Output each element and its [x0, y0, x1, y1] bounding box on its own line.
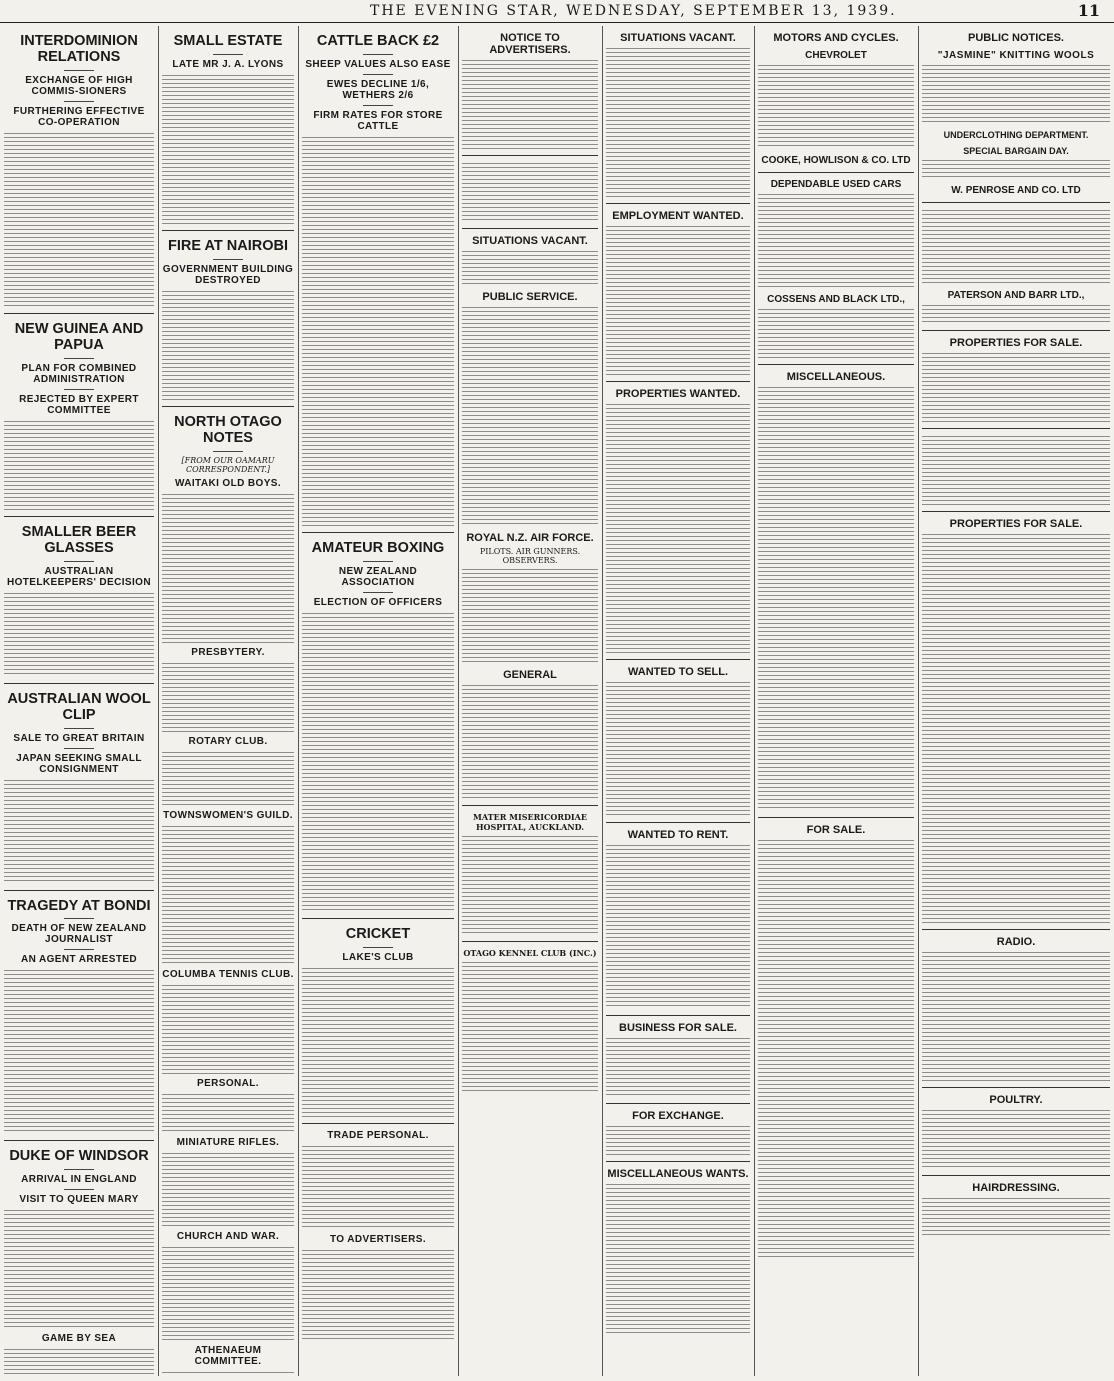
headline: NORTH OTAGO NOTES	[174, 413, 282, 446]
subheadline: GAME BY SEA	[41, 1333, 117, 1345]
notice-text	[462, 568, 598, 663]
subheadline: LATE MR J. A. LYONS	[172, 58, 284, 70]
classified-text	[922, 1197, 1110, 1237]
ad-heading: DEPENDABLE USED CARS	[770, 179, 902, 190]
subheadline: LAKE'S CLUB	[342, 951, 414, 963]
headline: INTERDOMINION RELATIONS	[20, 33, 138, 65]
section-heading: WANTED TO SELL.	[627, 666, 729, 678]
notice-heading: PUBLIC SERVICE.	[482, 291, 578, 303]
section-heading: PUBLIC NOTICES.	[968, 32, 1064, 44]
ad-heading: "JASMINE" KNITTING WOOLS	[937, 50, 1095, 61]
article-text	[4, 420, 154, 510]
section-label: PERSONAL.	[197, 1077, 259, 1089]
ad-text	[922, 304, 1110, 324]
section-heading: PROPERTIES WANTED.	[615, 388, 741, 400]
ad-text	[922, 64, 1110, 124]
subheadline: REJECTED BY EXPERT COMMITTEE	[19, 393, 139, 416]
article-text	[4, 592, 154, 677]
subheadline: FIRM RATES FOR STORE CATTLE	[313, 109, 443, 132]
subheadline: EXCHANGE OF HIGH COMMIS-SIONERS	[25, 74, 133, 97]
column-2	[162, 26, 294, 1376]
ad-text	[922, 159, 1110, 179]
article-text	[162, 825, 294, 965]
classified-text	[606, 225, 750, 375]
section-label: MINIATURE RIFLES.	[176, 1136, 280, 1148]
article-text	[302, 967, 454, 1117]
headline: TRAGEDY AT BONDI	[7, 897, 151, 914]
article-text	[162, 290, 294, 400]
subheadline: FURTHERING EFFECTIVE CO-OPERATION	[13, 105, 145, 128]
notice-heading: NOTICE TO ADVERTISERS.	[489, 32, 571, 56]
article-text	[162, 1246, 294, 1341]
subheadline: AN AGENT ARRESTED	[20, 954, 138, 966]
headline: AMATEUR BOXING	[311, 539, 445, 556]
section-heading: WANTED TO RENT.	[627, 829, 729, 841]
classified-text	[922, 435, 1110, 505]
subheadline: GOVERNMENT BUILDING DESTROYED	[162, 263, 294, 286]
classified-text	[606, 681, 750, 816]
headline: AUSTRALIAN WOOL CLIP	[7, 690, 151, 723]
classified-text	[922, 1109, 1110, 1169]
section-heading: EMPLOYMENT WANTED.	[612, 210, 744, 222]
section-heading: MISCELLANEOUS WANTS.	[607, 1168, 749, 1180]
article-text	[4, 779, 154, 884]
notice-text	[462, 306, 598, 526]
article-text	[162, 74, 294, 224]
section-label: COLUMBA TENNIS CLUB.	[162, 968, 294, 980]
headline: CRICKET	[345, 925, 411, 942]
subheadline: NEW ZEALAND ASSOCIATION	[338, 565, 418, 588]
subheadline: AUSTRALIAN HOTELKEEPERS' DECISION	[7, 565, 151, 588]
section-heading: SITUATIONS VACANT.	[620, 32, 736, 44]
article-text	[4, 969, 154, 1134]
article-text	[4, 1209, 154, 1329]
section-heading: FOR EXCHANGE.	[632, 1110, 724, 1122]
section-heading: FOR SALE.	[806, 824, 866, 836]
classified-text	[922, 533, 1110, 923]
article-text	[302, 612, 454, 912]
newspaper-title: THE EVENING STAR, WEDNESDAY, SEPTEMBER 13, 1939.	[370, 3, 897, 19]
headline: SMALLER BEER GLASSES	[21, 523, 137, 556]
classified-text	[758, 839, 914, 1259]
subheadline: PLAN FOR COMBINED ADMINISTRATION	[21, 362, 137, 385]
classified-text	[606, 1125, 750, 1155]
ad-text	[758, 193, 914, 288]
column-rule	[298, 26, 299, 1376]
notice-heading: GENERAL	[503, 669, 557, 681]
classified-text	[606, 47, 750, 197]
section-label: TO ADVERTISERS.	[329, 1233, 426, 1245]
article-text	[162, 493, 294, 643]
headline: DUKE OF WINDSOR	[9, 1148, 149, 1165]
notice-text	[462, 59, 598, 149]
ad-heading: UNDERCLOTHING DEPARTMENT.	[943, 130, 1089, 140]
column-rule	[754, 26, 755, 1376]
column-1	[4, 26, 154, 1376]
classified-text	[606, 844, 750, 1009]
classified-text	[922, 352, 1110, 422]
section-heading: MISCELLANEOUS.	[786, 371, 886, 383]
ad-heading: CHEVROLET	[805, 50, 867, 61]
column-6	[758, 26, 914, 1376]
column-rule	[602, 26, 603, 1376]
ad-heading: PATERSON AND BARR LTD.,	[947, 290, 1085, 301]
notice-text	[462, 250, 598, 285]
article-text	[4, 132, 154, 307]
ad-heading: W. PENROSE AND CO. LTD	[951, 185, 1081, 196]
article-text	[302, 1145, 454, 1230]
article-text	[162, 984, 294, 1074]
section-heading: SITUATIONS VACANT.	[472, 235, 588, 247]
ad-text	[922, 209, 1110, 284]
section-heading: RADIO.	[996, 936, 1036, 948]
column-rule	[158, 26, 159, 1376]
classified-text	[606, 1037, 750, 1097]
classified-text	[758, 386, 914, 811]
article-text	[302, 1249, 454, 1339]
notice-subheading: PILOTS. AIR GUNNERS. OBSERVERS.	[479, 547, 581, 565]
section-heading: PROPERTIES FOR SALE.	[949, 337, 1083, 349]
section-label: TRADE PERSONAL.	[327, 1129, 429, 1141]
ad-heading: COSSENS AND BLACK LTD.,	[767, 294, 905, 305]
byline: [FROM OUR OAMARU CORRESPONDENT.]	[181, 455, 275, 474]
column-4	[462, 26, 598, 1376]
subheadline: ARRIVAL IN ENGLAND	[21, 1174, 137, 1186]
notice-heading: ROYAL N.Z. AIR FORCE.	[466, 532, 594, 544]
section-heading: PROPERTIES FOR SALE.	[949, 518, 1083, 530]
notice-text	[462, 835, 598, 935]
ad-heading: COOKE, HOWLISON & CO. LTD	[761, 155, 911, 166]
article-text	[162, 1093, 294, 1133]
section-label: CHURCH AND WAR.	[176, 1230, 280, 1242]
section-heading: MOTORS AND CYCLES.	[773, 32, 899, 44]
headline: CATTLE BACK £2	[316, 33, 440, 49]
section-label: PRESBYTERY.	[191, 646, 265, 658]
notice-text	[462, 684, 598, 799]
classified-text	[606, 1183, 750, 1333]
headline: NEW GUINEA AND PAPUA	[14, 320, 144, 353]
subheadline: DEATH OF NEW ZEALAND JOURNALIST	[11, 923, 147, 946]
notice-heading: OTAGO KENNEL CLUB (INC.)	[463, 948, 597, 958]
column-rule	[918, 26, 919, 1376]
column-7	[922, 26, 1110, 1376]
section-label: TOWNSWOMEN'S GUILD.	[163, 809, 293, 821]
headline: SMALL ESTATE	[173, 33, 283, 49]
notice-text	[462, 961, 598, 1091]
ad-text	[758, 64, 914, 149]
section-label: WAITAKI OLD BOYS.	[174, 477, 282, 489]
section-label: ATHENAEUM COMMITTEE.	[194, 1344, 262, 1367]
article-text	[162, 1152, 294, 1227]
subheadline: ELECTION OF OFFICERS	[313, 596, 443, 608]
masthead	[0, 0, 1114, 23]
subheadline: SHEEP VALUES ALSO EASE	[305, 58, 451, 70]
column-5	[606, 26, 750, 1376]
column-3	[302, 26, 454, 1376]
classified-text	[606, 403, 750, 653]
article-text	[4, 1348, 154, 1376]
ad-heading: SPECIAL BARGAIN DAY.	[963, 146, 1069, 156]
article-text	[162, 1371, 294, 1376]
page-number: 11	[1077, 1, 1100, 20]
subheadline: JAPAN SEEKING SMALL CONSIGNMENT	[16, 752, 142, 775]
headline: FIRE AT NAIROBI	[167, 237, 289, 254]
subheadline: EWES DECLINE 1/6, WETHERS 2/6	[326, 78, 430, 101]
subheadline: VISIT TO QUEEN MARY	[19, 1194, 139, 1206]
subheadline: SALE TO GREAT BRITAIN	[13, 732, 145, 744]
notice-text	[462, 162, 598, 222]
column-rule	[458, 26, 459, 1376]
section-heading: HAIRDRESSING.	[972, 1182, 1060, 1194]
ad-text	[758, 308, 914, 358]
classified-text	[922, 951, 1110, 1081]
section-heading: POULTRY.	[989, 1094, 1043, 1106]
article-text	[302, 136, 454, 526]
article-text	[162, 662, 294, 732]
section-label: ROTARY CLUB.	[188, 735, 268, 747]
section-heading: BUSINESS FOR SALE.	[619, 1022, 737, 1034]
notice-heading: MATER MISERICORDIAE HOSPITAL, AUCKLAND.	[473, 812, 587, 832]
article-text	[162, 751, 294, 806]
